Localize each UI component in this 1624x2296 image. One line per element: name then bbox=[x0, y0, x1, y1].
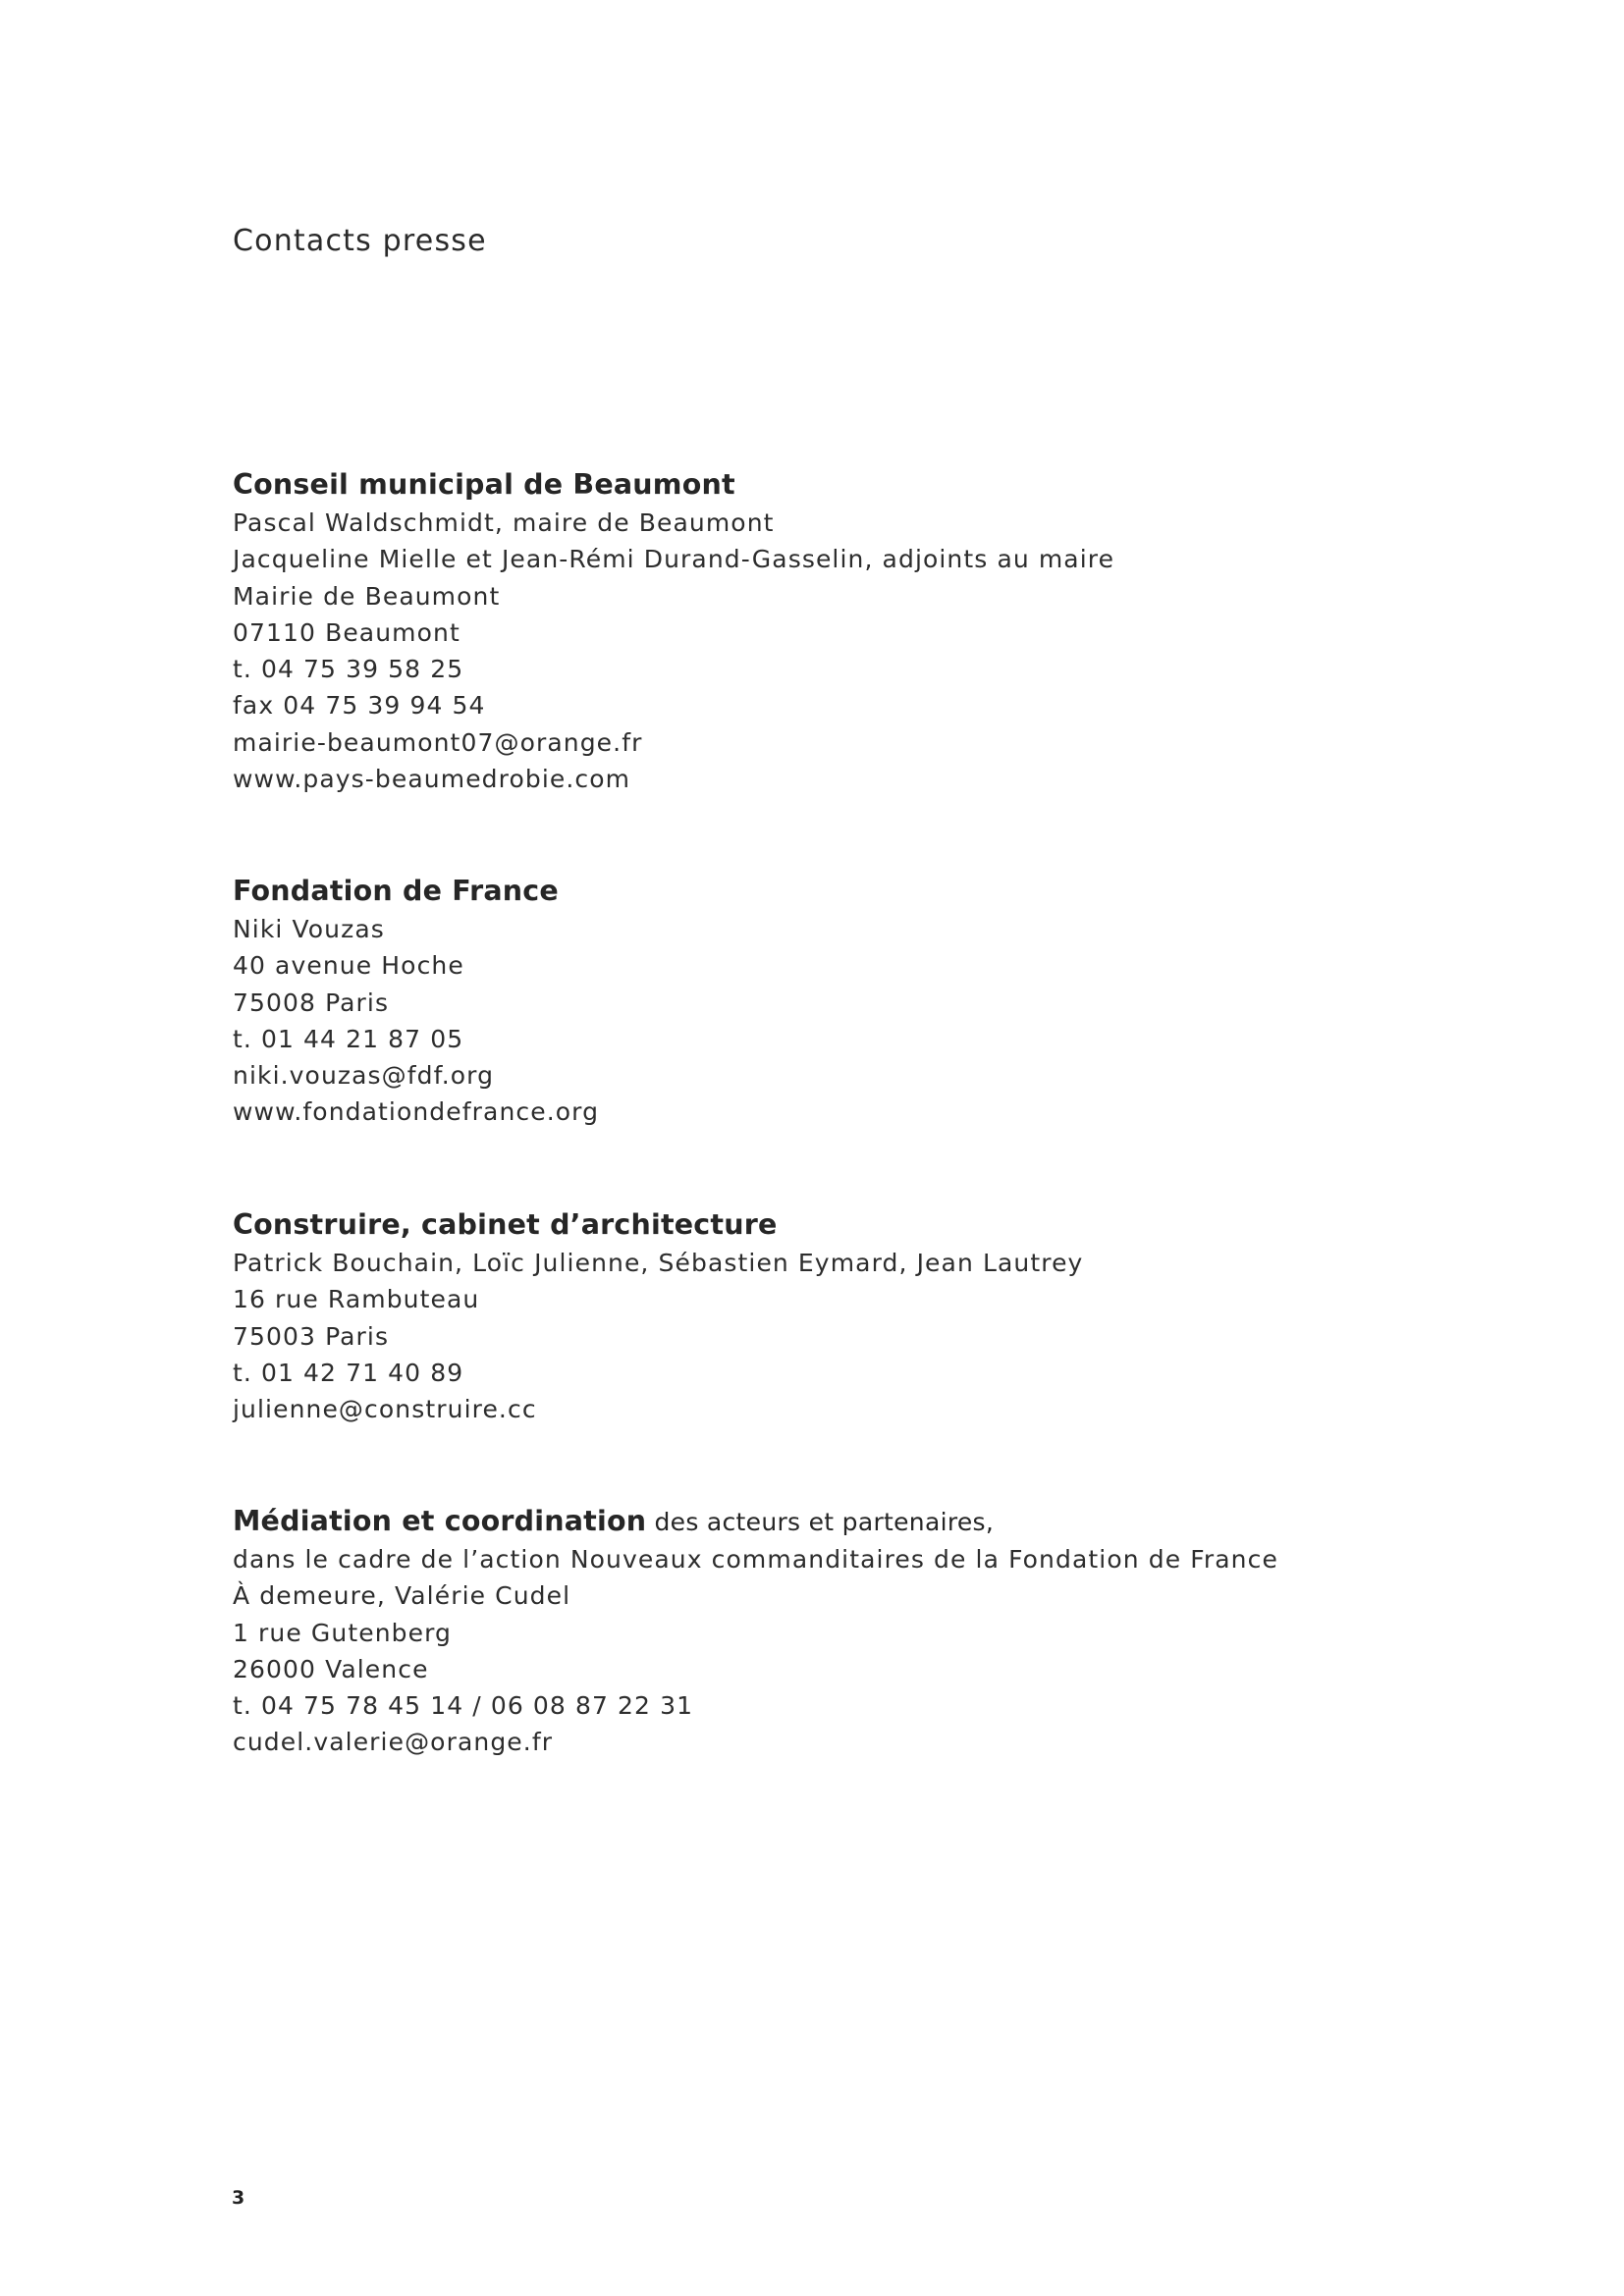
contact-person: À demeure, Valérie Cudel bbox=[233, 1581, 571, 1611]
contact-address-line: Mairie de Beaumont bbox=[233, 581, 501, 611]
contact-fax: fax 04 75 39 94 54 bbox=[233, 691, 486, 721]
contact-website: www.fondationdefrance.org bbox=[233, 1097, 600, 1127]
contact-address-line: 16 rue Rambuteau bbox=[233, 1285, 480, 1314]
contact-address-line: 1 rue Gutenberg bbox=[233, 1618, 453, 1647]
contact-person: Niki Vouzas bbox=[233, 915, 385, 943]
contact-block-mediation bbox=[233, 1502, 1509, 1761]
contact-address-line: 40 avenue Hoche bbox=[233, 951, 464, 981]
contact-person: Pascal Waldschmidt, maire de Beaumont bbox=[233, 508, 775, 537]
contact-phone: t. 01 42 71 40 89 bbox=[233, 1358, 464, 1387]
contact-address-line: 75003 Paris bbox=[233, 1321, 390, 1351]
contact-heading-bold: Conseil municipal de Beaumont bbox=[233, 468, 735, 501]
contact-heading bbox=[233, 465, 1509, 505]
contact-email: cudel.valerie@orange.fr bbox=[233, 1728, 554, 1757]
contact-block-construire bbox=[233, 1205, 1509, 1427]
contact-address-line: 75008 Paris bbox=[233, 988, 390, 1017]
contact-phone: t. 04 75 78 45 14 / 06 08 87 22 31 bbox=[233, 1691, 694, 1721]
contact-heading-bold: Médiation et coordination bbox=[233, 1505, 647, 1537]
contact-address-line: 07110 Beaumont bbox=[233, 617, 460, 647]
contact-website: www.pays-beaumedrobie.com bbox=[233, 765, 631, 794]
contact-description: dans le cadre de l’action Nouveaux commanditaires de la Fondation de France bbox=[233, 1545, 1278, 1574]
contact-phone: t. 04 75 39 58 25 bbox=[233, 655, 464, 684]
contact-heading bbox=[233, 872, 1509, 911]
contact-email: niki.vouzas@fdf.org bbox=[233, 1061, 495, 1091]
contact-heading-bold: Fondation de France bbox=[233, 875, 559, 907]
page-number: 3 bbox=[232, 2187, 245, 2209]
contact-block-conseil-municipal bbox=[233, 465, 1509, 797]
contact-heading bbox=[233, 1205, 1509, 1245]
contact-heading-bold: Construire, cabinet d’architecture bbox=[233, 1208, 778, 1241]
contact-phone: t. 01 44 21 87 05 bbox=[233, 1024, 464, 1053]
contact-heading bbox=[233, 1502, 1509, 1541]
contact-heading-rest: des acteurs et partenaires, bbox=[646, 1508, 995, 1536]
contact-address-line: 26000 Valence bbox=[233, 1654, 429, 1683]
contact-block-fondation-de-france bbox=[233, 872, 1509, 1131]
contact-email: mairie-beaumont07@orange.fr bbox=[233, 727, 643, 757]
contact-person: Patrick Bouchain, Loïc Julienne, Sébastien Eymard, Jean Lautrey bbox=[233, 1249, 1084, 1277]
page-title: Contacts presse bbox=[233, 224, 487, 258]
contact-email: julienne@construire.cc bbox=[233, 1395, 537, 1424]
contact-person: Jacqueline Mielle et Jean-Rémi Durand-Gasselin, adjoints au maire bbox=[233, 545, 1115, 574]
